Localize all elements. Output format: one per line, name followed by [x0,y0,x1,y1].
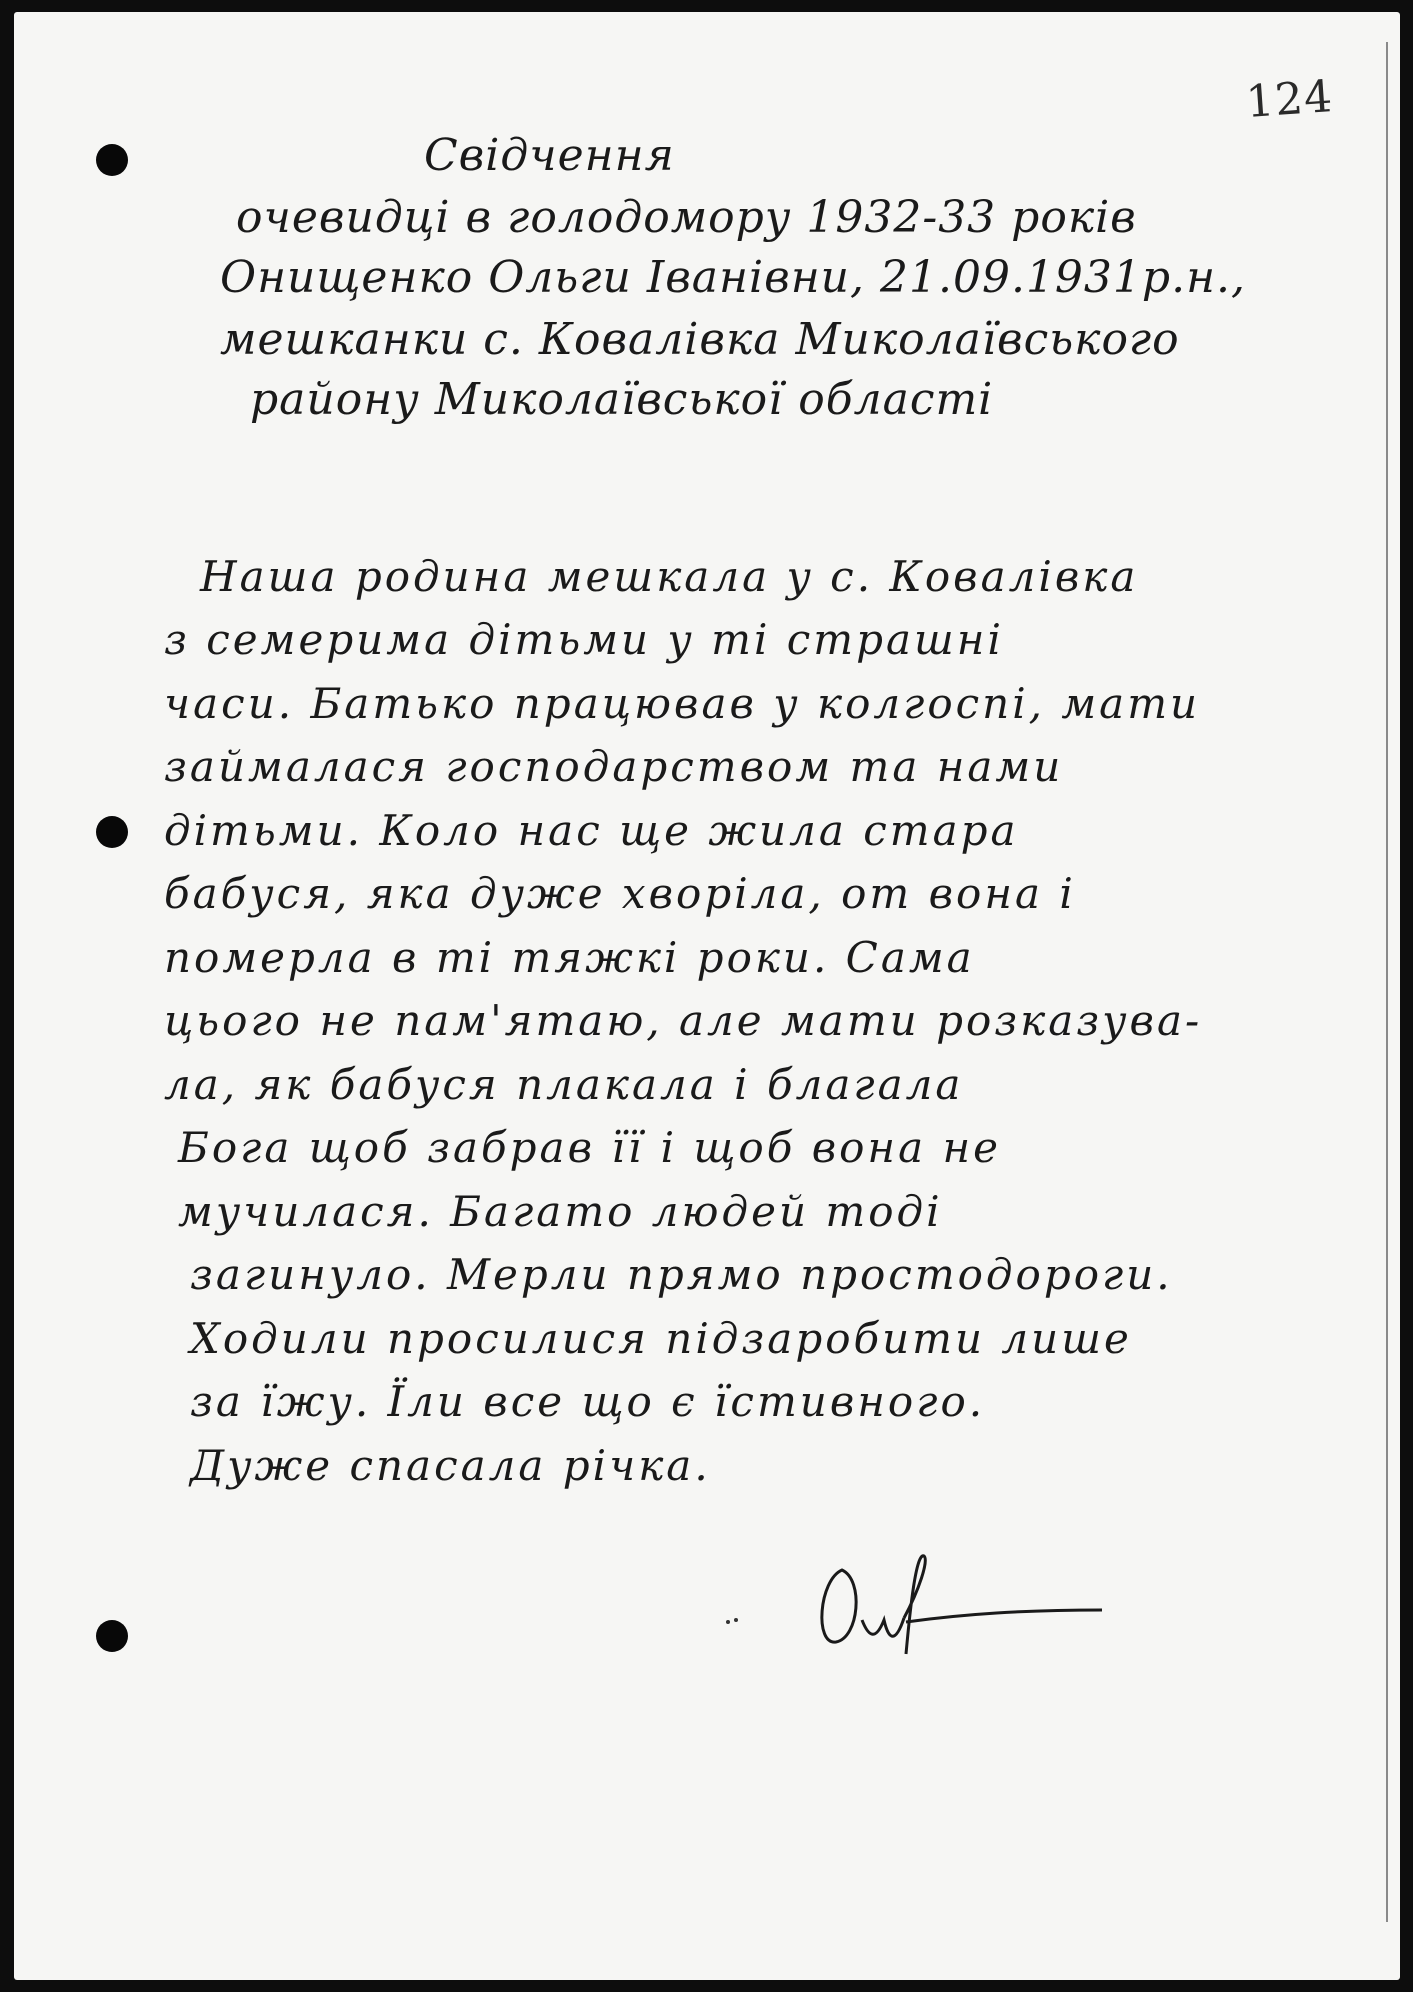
body-line: Дуже спасала річка. [190,1441,711,1490]
body-line: Ходили просилися підзаробити лише [190,1314,1132,1363]
handwritten-signature [724,1550,1124,1660]
body-line: мучилася. Багато людей тоді [178,1187,943,1236]
punch-hole [96,1620,128,1652]
title-line: мешканки с. Ковалівка Миколаївського [220,314,1180,365]
margin-line [1386,42,1388,1922]
body-line: дітьми. Коло нас ще жила стара [164,806,1019,855]
body-line: з семерима дітьми у ті страшні [164,615,1004,664]
document-title: Свідчення [424,130,675,181]
body-line: бабуся, яка дуже хворіла, от вона і [164,869,1076,918]
body-line: ла, як бабуся плакала і благала [164,1060,964,1109]
body-line: цього не пам'ятаю, але мати розказува- [164,996,1203,1045]
body-line: померла в ті тяжкі роки. Сама [164,933,975,982]
title-line: очевидці в голодомору 1932-33 років [236,192,1137,243]
body-line: за їжу. Їли все що є їстивного. [190,1377,986,1426]
document-page [14,12,1400,1980]
body-line: загинуло. Мерли прямо простодороги. [190,1250,1173,1299]
body-line: займалася господарством та нами [164,742,1064,791]
page-number: 124 [1244,71,1335,128]
body-line: Наша родина мешкала у с. Ковалівка [200,552,1139,601]
body-line: Бога щоб забрав її і щоб вона не [178,1123,1002,1172]
body-line: часи. Батько працював у колгоспі, мати [164,679,1201,728]
punch-hole [96,144,128,176]
title-line: Онищенко Ольги Іванівни, 21.09.1931р.н., [220,252,1247,303]
punch-hole [96,816,128,848]
title-line: району Миколаївської області [250,374,994,425]
